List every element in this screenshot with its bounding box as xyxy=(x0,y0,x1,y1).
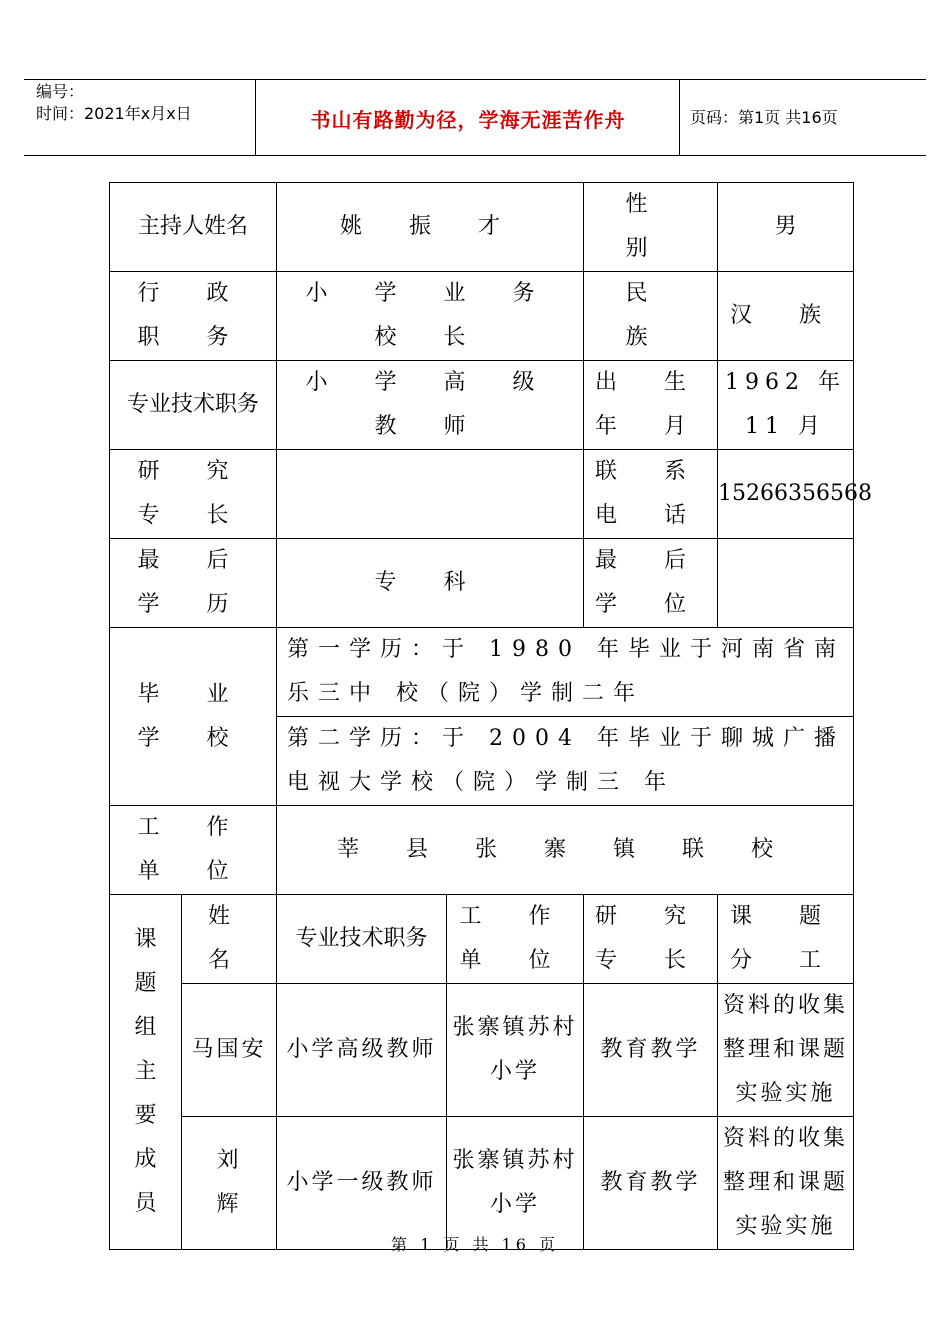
education-value: 专 科 xyxy=(277,539,584,628)
research-label: 研 究 专 长 xyxy=(110,450,277,539)
school-label: 毕 业 学 校 xyxy=(110,628,277,806)
phone-label: 联 系 电 话 xyxy=(584,450,718,539)
members-header-name: 姓 名 xyxy=(182,895,277,984)
form-row-tech xyxy=(110,361,854,450)
doc-time-label: 时间：2021年x月x日 xyxy=(36,104,192,123)
member-unit: 张寨镇苏村小学 xyxy=(447,1117,584,1250)
school-first-degree: 第一学历：于 1980 年毕业于河南省南乐三中 校（院）学制二年 xyxy=(277,628,854,717)
host-name-label: 主持人姓名 xyxy=(110,183,277,272)
page-footer: 第 1 页 共 16 页 xyxy=(391,1235,559,1254)
phone-value: 15266356568 xyxy=(718,450,854,539)
birth-value: 1962 年 11 月 xyxy=(718,361,854,450)
members-header-specialty: 研 究 专 长 xyxy=(584,895,718,984)
work-unit-label: 工 作 单 位 xyxy=(110,806,277,895)
form-row-work-unit xyxy=(110,806,854,895)
admin-title-value: 小 学 业 务 校 长 xyxy=(277,272,584,361)
form-row-school-1 xyxy=(110,628,854,717)
members-header-unit: 工 作 单 位 xyxy=(447,895,584,984)
member-name: 刘 辉 xyxy=(182,1117,277,1250)
gender-value: 男 xyxy=(718,183,854,272)
work-unit-value: 莘 县 张 寨 镇 联 校 xyxy=(277,806,854,895)
degree-value xyxy=(718,539,854,628)
member-task: 资料的收集整理和课题实验实施 xyxy=(718,1117,854,1250)
form-row-host xyxy=(110,183,854,272)
research-value xyxy=(277,450,584,539)
page-number-label: 页码：第1页 共16页 xyxy=(690,108,838,127)
member-specialty: 教育教学 xyxy=(584,1117,718,1250)
members-header-title: 专业技术职务 xyxy=(277,895,447,984)
school-second-degree: 第二学历：于 2004 年毕业于聊城广播电视大学校（院）学制三 年 xyxy=(277,717,854,806)
table-row xyxy=(110,1117,854,1250)
table-row xyxy=(110,984,854,1117)
member-title: 小学一级教师 xyxy=(277,1117,447,1250)
ethnicity-value: 汉 族 xyxy=(718,272,854,361)
application-form-table xyxy=(109,182,872,1250)
motto-title: 书山有路勤为径，学海无涯苦作舟 xyxy=(310,108,626,132)
member-name: 马国安 xyxy=(182,984,277,1117)
member-specialty: 教育教学 xyxy=(584,984,718,1117)
members-header-task: 课 题 分 工 xyxy=(718,895,854,984)
member-title: 小学高级教师 xyxy=(277,984,447,1117)
ethnicity-label: 民 族 xyxy=(584,272,718,361)
form-row-education xyxy=(110,539,854,628)
form-row-admin xyxy=(110,272,854,361)
doc-number-label: 编号： xyxy=(36,82,85,101)
host-name-value: 姚 振 才 xyxy=(277,183,584,272)
gender-label: 性 别 xyxy=(584,183,718,272)
members-header-row xyxy=(110,895,854,984)
header-bottom-rule xyxy=(24,155,926,156)
form-row-research xyxy=(110,450,854,539)
members-group-label: 课题组主要成员 xyxy=(110,895,182,1250)
birth-label: 出 生 年 月 xyxy=(584,361,718,450)
tech-title-value: 小 学 高 级 教 师 xyxy=(277,361,584,450)
admin-title-label: 行 政 职 务 xyxy=(110,272,277,361)
education-label: 最 后 学 历 xyxy=(110,539,277,628)
tech-title-label: 专业技术职务 xyxy=(110,361,277,450)
member-task: 资料的收集整理和课题实验实施 xyxy=(718,984,854,1117)
degree-label: 最 后 学 位 xyxy=(584,539,718,628)
header-top-rule xyxy=(24,79,926,80)
member-unit: 张寨镇苏村小学 xyxy=(447,984,584,1117)
